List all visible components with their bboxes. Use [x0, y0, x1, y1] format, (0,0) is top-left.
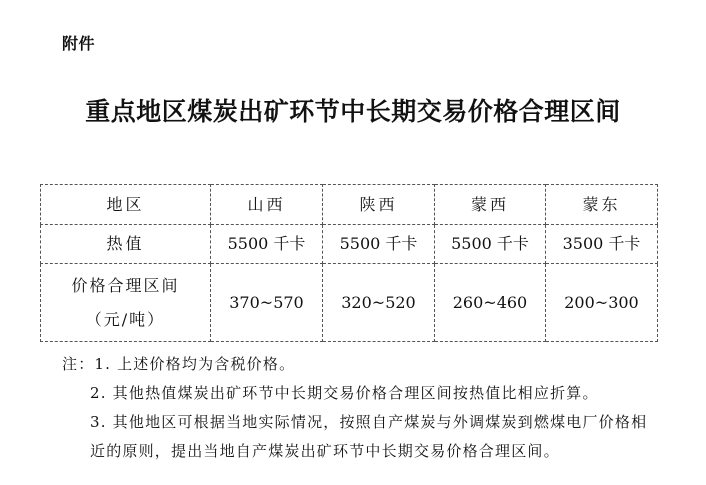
document-title: 重点地区煤炭出矿环节中长期交易价格合理区间 [85, 97, 621, 126]
table-header-row [41, 185, 658, 225]
price-range-row [41, 264, 658, 342]
calorific-mengxi-cell: 5500 千卡 [435, 225, 546, 264]
region-header-cell: 地区 [41, 185, 211, 225]
region-shanxi-cell: 山西 [211, 185, 323, 225]
price-range-label: 价格合理区间 [71, 275, 180, 295]
note-3: 3. 其他地区可根据当地实际情况，按照自产煤炭与外调煤炭到燃煤电厂价格相 [90, 413, 648, 431]
calorific-mengdong-cell: 3500 千卡 [546, 225, 658, 264]
calorific-label-cell: 热值 [41, 225, 211, 264]
notes-section [62, 350, 652, 466]
note-3-continued: 近的原则，提出当地自产煤炭出矿环节中长期交易价格合理区间。 [90, 442, 560, 460]
calorific-shanxi-cell: 5500 千卡 [211, 225, 323, 264]
note-2: 2. 其他热值煤炭出矿环节中长期交易价格合理区间按热值比相应折算。 [90, 384, 599, 402]
region-mengxi-cell: 蒙西 [435, 185, 546, 225]
price-shanxi-cell: 370~570 [211, 264, 323, 342]
price-range-unit: （元/吨） [85, 309, 166, 329]
price-mengxi-cell: 260~460 [435, 264, 546, 342]
price-range-label-cell [41, 264, 211, 342]
note-1: 注：1. 上述价格均为含税价格。 [62, 355, 296, 373]
calorific-value-row [41, 225, 658, 264]
region-shaanxi-cell: 陕西 [323, 185, 435, 225]
attachment-label: 附件 [62, 34, 96, 53]
calorific-shaanxi-cell: 5500 千卡 [323, 225, 435, 264]
price-shaanxi-cell: 320~520 [323, 264, 435, 342]
region-mengdong-cell: 蒙东 [546, 185, 658, 225]
price-mengdong-cell: 200~300 [546, 264, 658, 342]
price-range-table [40, 184, 658, 342]
